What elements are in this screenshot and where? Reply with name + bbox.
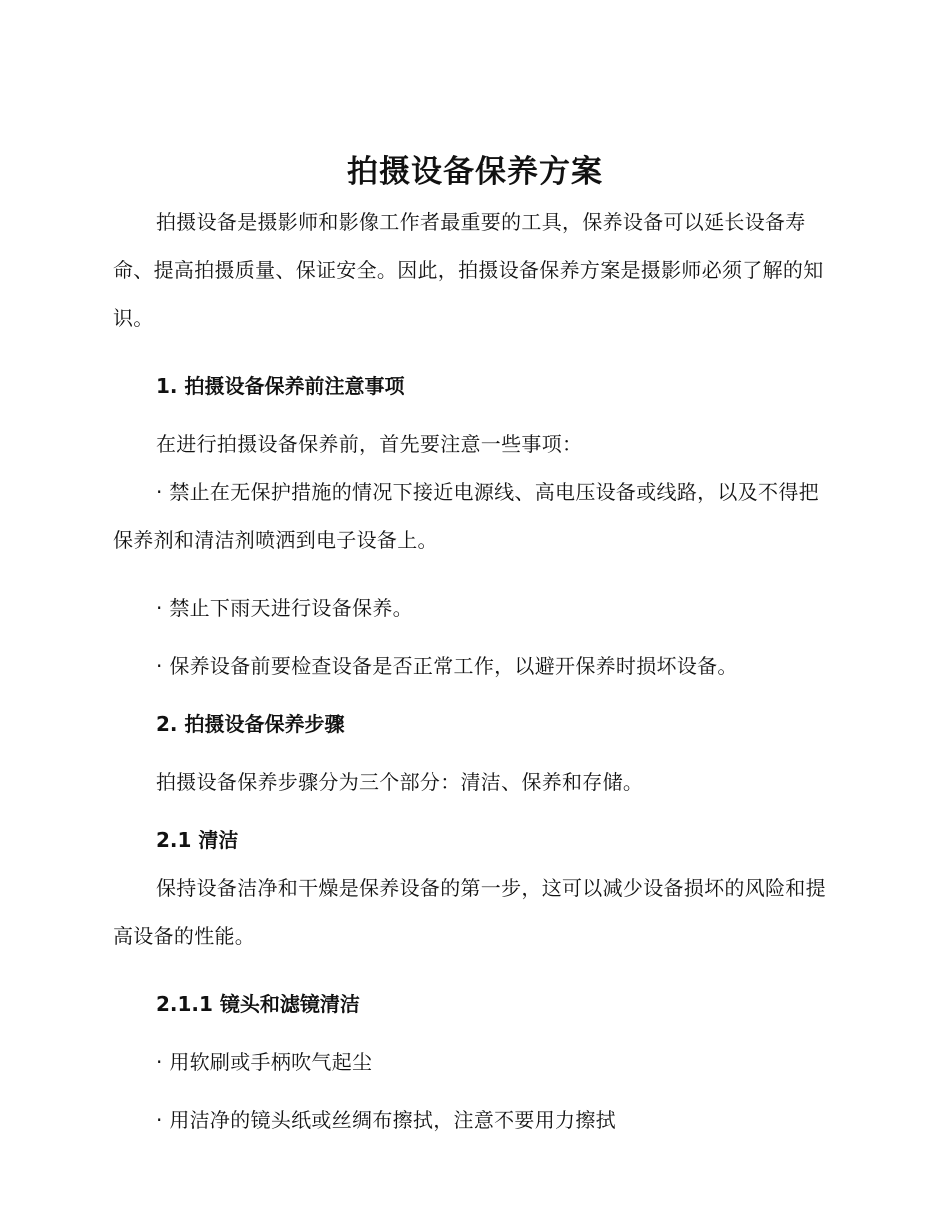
intro-paragraph: 拍摄设备是摄影师和影像工作者最重要的工具，保养设备可以延长设备寿命、提高拍摄质量、保证安全。因此，拍摄设备保养方案是摄影师必须了解的知识。	[113, 210, 824, 330]
section-2-1-paragraph: 保持设备洁净和干燥是保养设备的第一步，这可以减少设备损坏的风险和提高设备的性能。	[113, 876, 826, 948]
document-title: 拍摄设备保养方案	[347, 154, 603, 190]
section-2-1-1-heading: 2.1.1 镜头和滤镜清洁	[156, 992, 360, 1016]
section-1-heading: 1. 拍摄设备保养前注意事项	[156, 374, 405, 398]
section-1-bullet-1: · 禁止在无保护措施的情况下接近电源线、高电压设备或线路，以及不得把保养剂和清洁剂喷洒到电子设备上。	[113, 480, 819, 552]
section-2-heading: 2. 拍摄设备保养步骤	[156, 712, 345, 736]
section-2-1-1-bullet-1: · 用软刷或手柄吹气起尘	[156, 1050, 373, 1074]
section-2-lead: 拍摄设备保养步骤分为三个部分：清洁、保养和存储。	[156, 770, 644, 794]
section-2-1-heading: 2.1 清洁	[156, 828, 239, 852]
section-1-bullet-3: · 保养设备前要检查设备是否正常工作，以避开保养时损坏设备。	[156, 654, 738, 678]
section-1-lead: 在进行拍摄设备保养前，首先要注意一些事项：	[156, 432, 583, 456]
section-1-bullet-2: · 禁止下雨天进行设备保养。	[156, 596, 413, 620]
section-2-1-1-bullet-2: · 用洁净的镜头纸或丝绸布擦拭，注意不要用力擦拭	[156, 1108, 616, 1132]
document-page	[113, 150, 837, 1134]
